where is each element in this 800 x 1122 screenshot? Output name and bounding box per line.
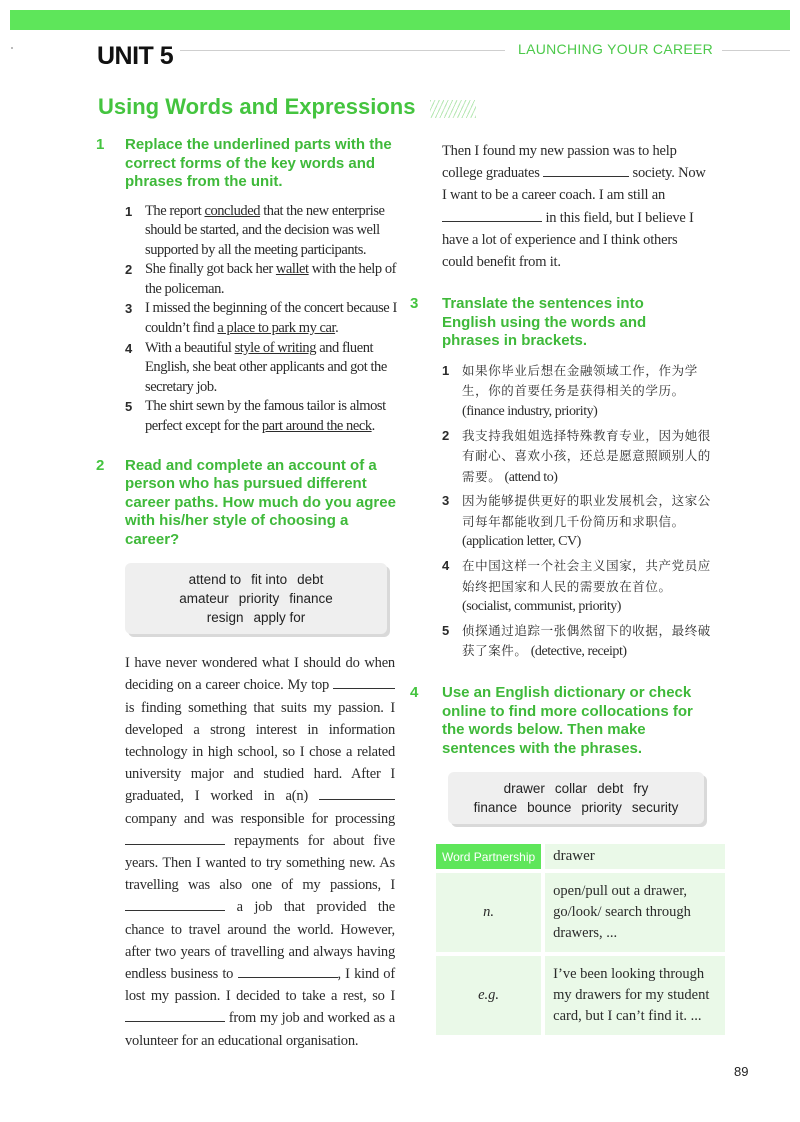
corner-dot [11, 47, 13, 49]
word-bank-item: debt [297, 572, 324, 588]
hint-words: (detective, receipt) [530, 644, 627, 660]
hint-words: (finance industry, priority) [462, 403, 598, 419]
task-instruction: Replace the underlined parts with the correct forms of the key words and phrases from the unit. [125, 136, 392, 190]
item-text [145, 202, 401, 261]
chinese-sentence: 在中国这样一个社会主义国家，共产党员应始终把国家和人民的需要放在首位。 [462, 558, 711, 594]
word-bank-item: apply for [253, 610, 306, 626]
text-segment: I have never wondered what I should do when deciding on a career choice. My top [125, 655, 395, 694]
word-bank [125, 563, 387, 634]
task-instruction: Read and complete an account of a person who has pursued different career paths. How much do you agree with his/her style of choosing a career? [125, 456, 396, 548]
word-bank-item: amateur [179, 591, 229, 607]
answer-blank[interactable] [442, 207, 542, 222]
item-number: 3 [125, 301, 132, 317]
row-key: n. [434, 871, 543, 954]
item-text [145, 397, 401, 436]
word-bank-item: attend to [188, 572, 242, 588]
item-number: 4 [125, 340, 132, 356]
left-column [96, 136, 401, 1052]
list-item [125, 397, 401, 436]
underlined-phrase: concluded [204, 202, 261, 219]
word-bank-item: fit into [251, 572, 288, 588]
word-bank-item: drawer [503, 781, 545, 797]
account-text-continued [442, 140, 712, 273]
text-segment: a job that provided the chance to travel around the world. However, after two years of travelling and always having endless business to [125, 899, 395, 982]
task-4-header [410, 684, 730, 758]
list-item [125, 299, 401, 338]
text-segment: repayments for about five years. Then I wanted to try something new. As travelling was also one of my passions, I [125, 832, 395, 894]
hint-words: (attend to) [504, 469, 558, 485]
task-3-header [410, 295, 730, 351]
word-bank-row [125, 570, 387, 589]
word-bank-item: resign [206, 610, 244, 626]
task-1-header [96, 136, 401, 192]
item-text [145, 339, 401, 398]
row-value: open/pull out a drawer, go/look/ search through drawers, ... [543, 871, 727, 954]
item-number: 5 [125, 399, 132, 415]
list-item [442, 621, 714, 662]
top-green-bar [10, 10, 790, 30]
row-value: I’ve been looking through my drawers for my student card, but I can’t find it. ... [543, 954, 727, 1037]
item-text [462, 426, 714, 488]
answer-blank[interactable] [543, 162, 629, 177]
word-bank-item: security [631, 800, 679, 816]
chinese-sentence: 侦探通过追踪一张偶然留下的收据，最终破获了案件。 [462, 622, 711, 659]
answer-blank[interactable] [125, 830, 225, 845]
item-text-post: and fluent English, she beat other applicants and got the secretary job. [145, 339, 387, 395]
item-text [462, 491, 714, 552]
word-bank-item: collar [554, 781, 588, 797]
word-bank-item: priority [581, 800, 622, 816]
item-number: 5 [442, 622, 449, 638]
word-bank-row [448, 779, 704, 798]
word-bank-item: finance [289, 591, 333, 607]
page-number: 89 [734, 1064, 749, 1079]
task-number: 3 [410, 295, 419, 313]
underlined-phrase: style of writing [234, 339, 317, 356]
word-bank [448, 772, 704, 824]
word-bank-row [448, 798, 704, 817]
item-text [462, 361, 714, 422]
item-text-post: . [335, 320, 339, 337]
text-segment: society. Now I want to be a career coach. I am still an [442, 165, 706, 204]
header-rule-right [722, 50, 790, 51]
task-instruction: Use an English dictionary or check online to find more collocations for the words below. Then make sentences with the phrases. [442, 684, 693, 757]
list-item [125, 202, 401, 261]
header-rule [180, 50, 505, 51]
item-text [462, 556, 714, 617]
text-segment: from my job and worked as a volunteer for an educational organisation. [125, 1010, 395, 1049]
item-text-pre: The report [145, 202, 205, 219]
list-item [125, 260, 401, 299]
underlined-phrase: a place to park my car [217, 320, 336, 337]
chinese-sentence: 如果你毕业后想在金融领域工作，作为学生，你的首要任务是获得相关的学历。 [462, 362, 698, 399]
answer-blank[interactable] [238, 963, 338, 978]
item-text-pre: With a beautiful [145, 339, 235, 356]
word-bank-item: finance [473, 800, 518, 816]
list-item [442, 361, 714, 422]
hatch-decoration [430, 100, 476, 118]
item-number: 2 [442, 427, 449, 443]
list-item [442, 556, 714, 617]
text-segment: company and was responsible for processing [125, 810, 395, 827]
item-text-pre: The shirt sewn by the famous tailor is almost perfect except for the [145, 398, 386, 435]
task-instruction: Translate the sentences into English using the words and phrases in brackets. [442, 295, 647, 350]
table-row [434, 954, 727, 1037]
answer-blank[interactable] [319, 785, 395, 800]
task-number: 4 [410, 684, 419, 702]
item-text [145, 299, 401, 338]
answer-blank[interactable] [125, 1007, 225, 1022]
task-3-items [442, 361, 714, 662]
row-key: e.g. [434, 954, 543, 1037]
item-number: 1 [125, 203, 132, 219]
item-number: 3 [442, 493, 449, 509]
right-column [410, 140, 730, 1037]
task-2-header [96, 457, 401, 550]
word-bank-item: fry [633, 781, 649, 797]
text-segment: , I kind of lost my passion. I decided to take a rest, so I [125, 965, 395, 1005]
list-item [125, 339, 401, 398]
item-text [145, 260, 401, 299]
unit-subtitle: LAUNCHING YOUR CAREER [518, 41, 714, 57]
answer-blank[interactable] [333, 674, 395, 689]
item-text-post: with the help of the policeman. [145, 261, 397, 297]
item-text-post: that the new enterprise should be started, and the decision was well supported by all the meeting participants. [145, 202, 385, 258]
text-segment: is finding something that suits my passion. I developed a strong interest in information technology in high school, so I chose a related university major and studied hard. After I graduated, I worked in a(n) [125, 699, 395, 805]
item-text-pre: She finally got back her [145, 261, 276, 278]
word-bank-item: priority [238, 591, 280, 607]
item-text-pre: I missed the beginning of the concert because I couldn’t find [145, 300, 397, 337]
underlined-phrase: wallet [275, 261, 309, 278]
item-number: 4 [442, 558, 449, 574]
underlined-phrase: part around the neck [261, 418, 372, 435]
list-item [442, 426, 714, 488]
word-bank-item: debt [597, 781, 624, 797]
list-item [442, 491, 714, 552]
word-bank-row [125, 589, 387, 608]
headword: drawer [543, 842, 727, 871]
hint-words: (application letter, CV) [462, 534, 581, 550]
word-bank-row [125, 608, 387, 627]
text-segment: Then I found my new passion was to help college graduates [442, 143, 677, 182]
table-row [434, 871, 727, 954]
chinese-sentence: 我支持我姐姐选择特殊教育专业，因为她很有耐心、喜欢小孩，还总是愿意照顾别人的需要。 [462, 427, 711, 484]
item-text [462, 621, 714, 662]
text-segment: in this field, but I believe I have a lot of experience and I think others could benefit from it. [442, 209, 694, 271]
unit-label: UNIT 5 [97, 42, 174, 70]
account-text [125, 652, 395, 1052]
item-number: 1 [442, 362, 449, 378]
hint-words: (socialist, communist, priority) [462, 599, 622, 615]
word-bank-item: bounce [527, 800, 572, 816]
item-number: 2 [125, 262, 132, 278]
section-title: Using Words and Expressions [98, 94, 416, 119]
item-text-post: . [371, 418, 375, 435]
word-partnership-tag: Word Partnership [434, 842, 543, 871]
word-partnership-table [434, 842, 727, 1037]
chinese-sentence: 因为能够提供更好的职业发展机会，这家公司每年都能收到几千份简历和求职信。 [462, 493, 711, 529]
table-header-row [434, 842, 727, 871]
task-number: 2 [96, 456, 105, 474]
task-1-items [125, 202, 401, 437]
task-number: 1 [96, 136, 105, 153]
answer-blank[interactable] [125, 896, 225, 911]
